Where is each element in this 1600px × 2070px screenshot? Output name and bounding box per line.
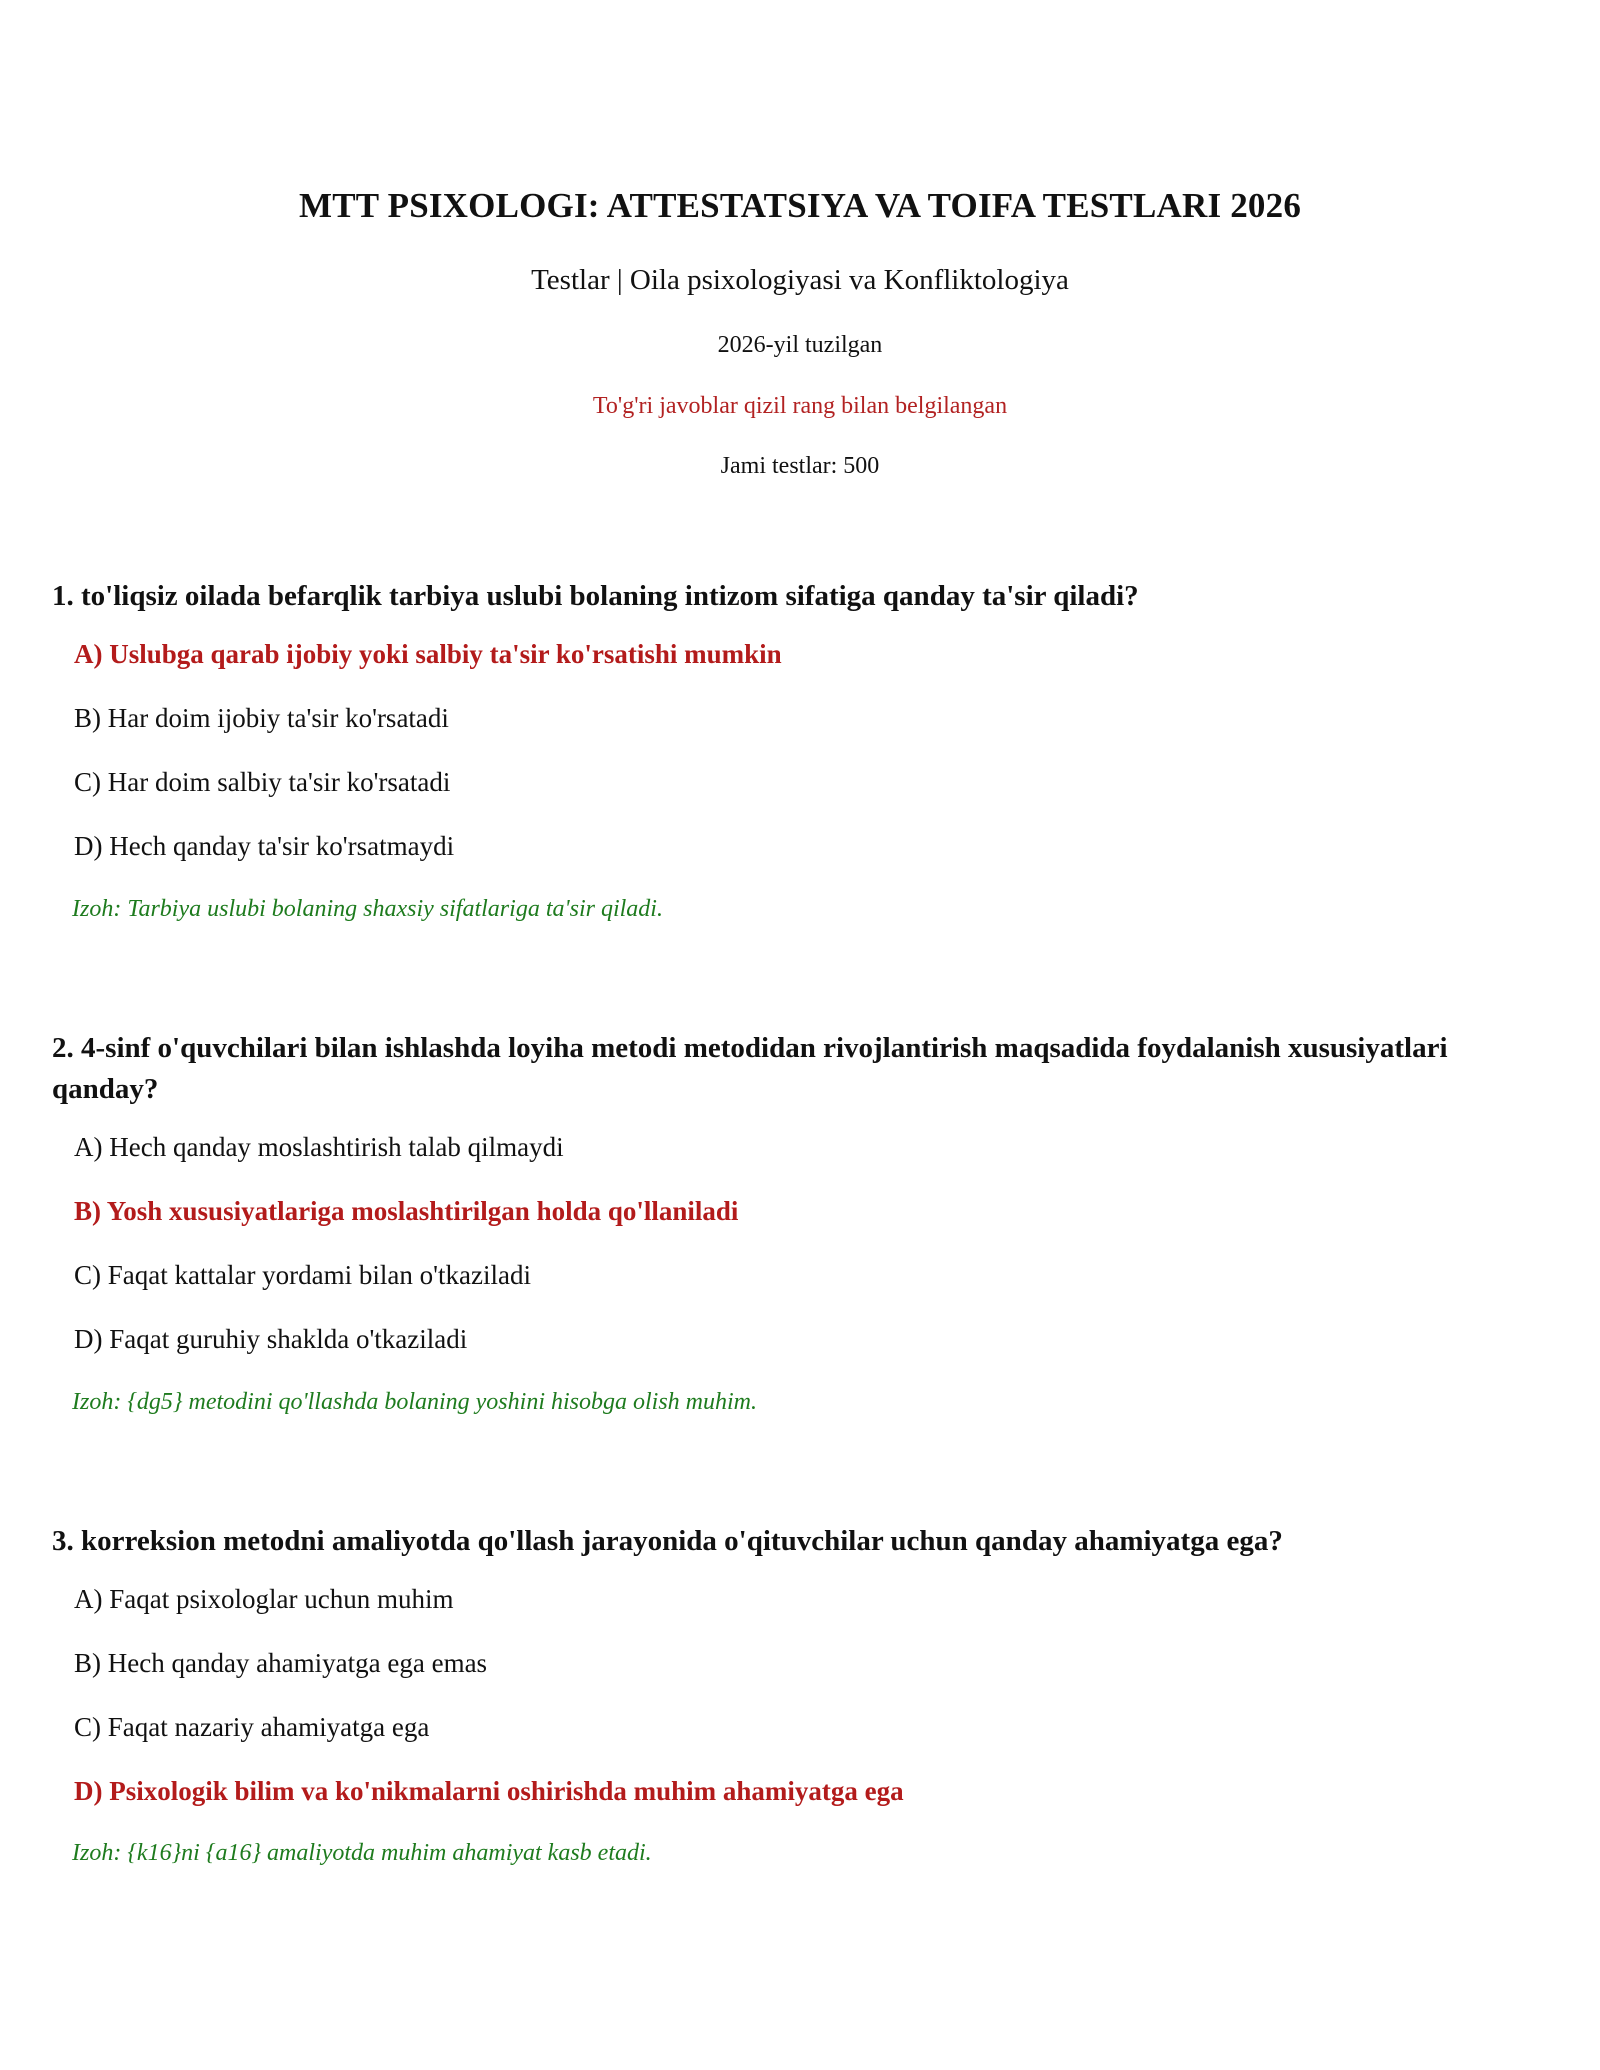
question-2 [52,1028,1552,1415]
option-a: A) Uslubga qarab ijobiy yoki salbiy ta'sir ko'rsatishi mumkin [74,639,782,669]
option-c: C) Faqat kattalar yordami bilan o'tkaziladi [74,1260,531,1290]
option-b: B) Hech qanday ahamiyatga ega emas [74,1648,488,1678]
option-d: D) Hech qanday ta'sir ko'rsatmaydi [74,831,455,861]
option-c: C) Har doim salbiy ta'sir ko'rsatadi [74,767,451,797]
option-d: D) Psixologik bilim va ko'nikmalarni oshirishda muhim ahamiyatga ega [74,1776,904,1806]
option-b: B) Yosh xususiyatlariga moslashtirilgan holda qo'llaniladi [74,1196,739,1226]
option-a: A) Hech qanday moslashtirish talab qilmaydi [74,1132,564,1162]
option-d: D) Faqat guruhiy shaklda o'tkaziladi [74,1324,468,1354]
explanation: Izoh: {k16}ni {a16} amaliyotda muhim ahamiyat kasb etadi. [72,1840,652,1866]
explanation: Izoh: Tarbiya uslubi bolaning shaxsiy sifatlariga ta'sir qiladi. [72,896,663,922]
question-text: 3. korreksion metodni amaliyotda qo'llash jarayonida o'qituvchilar uchun qanday ahamiyatga ega? [52,1525,1283,1557]
year-note: 2026-yil tuzilgan [717,332,883,358]
explanation: Izoh: {dg5} metodini qo'llashda bolaning yoshini hisobga olish muhim. [72,1389,757,1415]
option-c: C) Faqat nazariy ahamiyatga ega [74,1712,430,1742]
document-subtitle: Testlar | Oila psixologiyasi va Konfliktologiya [531,264,1069,296]
option-b: B) Har doim ijobiy ta'sir ko'rsatadi [74,703,449,733]
question-3 [52,1521,1552,1866]
question-1 [52,576,1552,922]
option-a: A) Faqat psixologlar uchun muhim [74,1584,454,1614]
total-tests: Jami testlar: 500 [720,453,880,479]
question-text: 2. 4-sinf o'quvchilari bilan ishlashda loyiha metodi metodidan rivojlantirish maqsadida foydalanish xususiyatlari qanday? [52,1032,1448,1105]
document-title: MTT PSIXOLOGI: ATTESTATSIYA VA TOIFA TESTLARI 2026 [298,186,1302,225]
answer-color-note: To'g'ri javoblar qizil rang bilan belgilangan [592,393,1008,419]
question-text: 1. to'liqsiz oilada befarqlik tarbiya uslubi bolaning intizom sifatiga qanday ta'sir qiladi? [52,580,1139,612]
